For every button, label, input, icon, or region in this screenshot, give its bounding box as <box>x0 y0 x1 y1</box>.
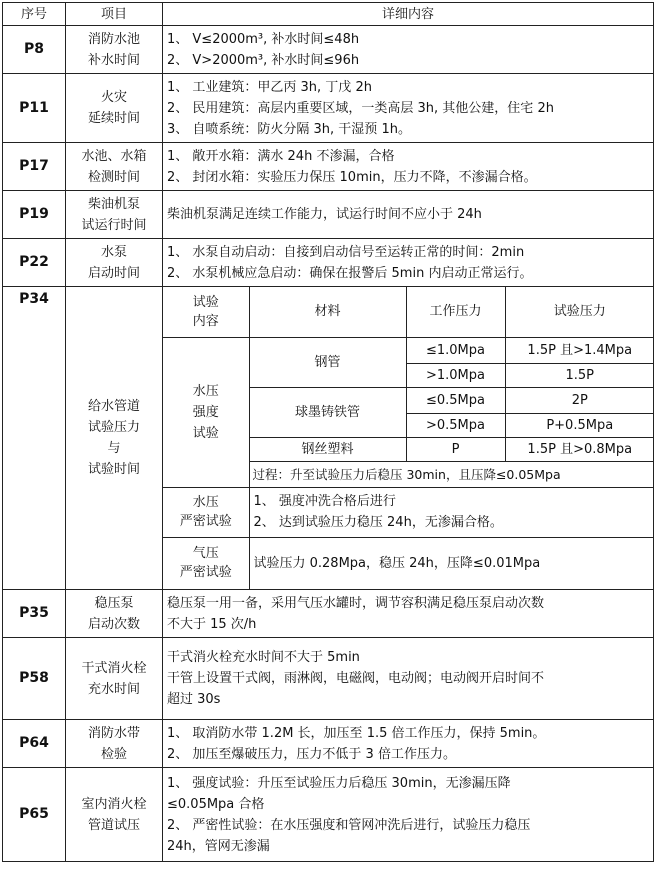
row-code: P58 <box>3 638 66 720</box>
row-detail: 1、 取消防水带 1.2M 长，加压至 1.5 倍工作压力，保持 5min。 2、 加压至爆破压力，压力不低于 3 倍工作压力。 <box>163 720 654 768</box>
row-code: P22 <box>3 239 66 287</box>
p34-head-row <box>163 287 654 337</box>
p34-head-work: 工作压力 <box>406 287 505 337</box>
row-detail: 1、 V≤2000m³, 补水时间≤48h 2、 V>2000m³, 补水时间≤96h <box>163 26 654 74</box>
table-row <box>3 239 654 287</box>
row-item: 火灾 延续时间 <box>66 74 163 143</box>
header-code: 序号 <box>3 3 66 26</box>
p34-air-row <box>163 537 654 589</box>
table-row <box>3 638 654 720</box>
p34-test-pressure: 1.5P <box>505 363 654 387</box>
p34-material-steel: 钢管 <box>249 337 406 387</box>
row-detail: 干式消火栓充水时间不大于 5min 干管上设置干式阀，雨淋阀，电磁阀，电动阀；电动阀开启时间不 超过 30s <box>163 638 654 720</box>
row-item: 室内消火栓 管道试压 <box>66 768 163 862</box>
table-row <box>3 191 654 239</box>
row-item: 消防水池 补水时间 <box>66 26 163 74</box>
p34-strength-label: 水压 强度 试验 <box>163 337 249 487</box>
row-code: P19 <box>3 191 66 239</box>
row-code: P65 <box>3 768 66 862</box>
row-detail: 1、 敞开水箱：满水 24h 不渗漏，合格 2、 封闭水箱：实验压力保压 10min，压力不降，不渗漏合格。 <box>163 143 654 191</box>
row-item: 干式消火栓 充水时间 <box>66 638 163 720</box>
row-item: 水池、水箱 检测时间 <box>66 143 163 191</box>
p34-work-pressure: P <box>406 437 505 461</box>
row-detail: 1、 水泵自动启动：自接到启动信号至运转正常的时间：2min 2、 水泵机械应急启动：确保在报警后 5min 内启动正常运行。 <box>163 239 654 287</box>
header-detail: 详细内容 <box>163 3 654 26</box>
header-row <box>3 3 654 26</box>
p34-work-pressure: ≤0.5Mpa <box>406 387 505 413</box>
p34-detail <box>163 287 654 590</box>
row-code: P34 <box>3 287 66 590</box>
spec-table <box>2 2 654 862</box>
p34-tight-row <box>163 487 654 537</box>
p34-tight-detail: 1、 强度冲洗合格后进行 2、 达到试验压力稳压 24h，无渗漏合格。 <box>249 487 654 537</box>
row-detail: 1、 工业建筑：甲乙丙 3h, 丁戊 2h 2、 民用建筑：高层内重要区域，一类高层 3h, 其他公建，住宅 2h 3、 自喷系统：防火分隔 3h, 干湿预 1h。 <box>163 74 654 143</box>
row-item: 稳压泵 启动次数 <box>66 590 163 638</box>
p34-process-text: 过程：升至试验压力后稳压 30min，且压降≤0.05Mpa <box>249 461 654 487</box>
p34-air-detail: 试验压力 0.28Mpa，稳压 24h，压降≤0.01Mpa <box>249 537 654 589</box>
table-row <box>3 143 654 191</box>
p34-test-pressure: P+0.5Mpa <box>505 413 654 437</box>
table-row <box>3 590 654 638</box>
row-code: P11 <box>3 74 66 143</box>
p34-test-pressure: 2P <box>505 387 654 413</box>
p34-work-pressure: ≤1.0Mpa <box>406 337 505 363</box>
p34-head-test: 试验压力 <box>505 287 654 337</box>
row-code: P17 <box>3 143 66 191</box>
p34-material-steel-wire-plastic: 钢丝塑料 <box>249 437 406 461</box>
p34-test-pressure: 1.5P 且>1.4Mpa <box>505 337 654 363</box>
row-code: P64 <box>3 720 66 768</box>
table-row <box>3 74 654 143</box>
row-item: 柴油机泵 试运行时间 <box>66 191 163 239</box>
p34-tight-label: 水压 严密试验 <box>163 487 249 537</box>
p34-work-pressure: >1.0Mpa <box>406 363 505 387</box>
p34-material-ductile-iron: 球墨铸铁管 <box>249 387 406 437</box>
table-row <box>3 720 654 768</box>
table-row-p34 <box>3 287 654 590</box>
row-detail: 柴油机泵满足连续工作能力，试运行时间不应小于 24h <box>163 191 654 239</box>
spec-sheet <box>2 2 654 862</box>
row-code: P35 <box>3 590 66 638</box>
table-row <box>3 26 654 74</box>
p34-head-material: 材料 <box>249 287 406 337</box>
row-item: 水泵 启动时间 <box>66 239 163 287</box>
row-detail: 稳压泵一用一备，采用气压水罐时，调节容积满足稳压泵启动次数 不大于 15 次/h <box>163 590 654 638</box>
row-code: P8 <box>3 26 66 74</box>
row-item: 消防水带 检验 <box>66 720 163 768</box>
p34-test-pressure: 1.5P 且>0.8Mpa <box>505 437 654 461</box>
table-row <box>3 768 654 862</box>
header-item: 项目 <box>66 3 163 26</box>
row-detail: 1、 强度试验：升压至试验压力后稳压 30min，无渗漏压降 ≤0.05Mpa 合格 2、 严密性试验：在水压强度和管网冲洗后进行，试验压力稳压 24h，管网无渗漏 <box>163 768 654 862</box>
p34-head-content: 试验 内容 <box>163 287 249 337</box>
p34-work-pressure: >0.5Mpa <box>406 413 505 437</box>
row-item: 给水管道 试验压力 与 试验时间 <box>66 287 163 590</box>
p34-strength-row <box>163 337 654 363</box>
p34-air-label: 气压 严密试验 <box>163 537 249 589</box>
p34-nested-table <box>163 287 654 589</box>
